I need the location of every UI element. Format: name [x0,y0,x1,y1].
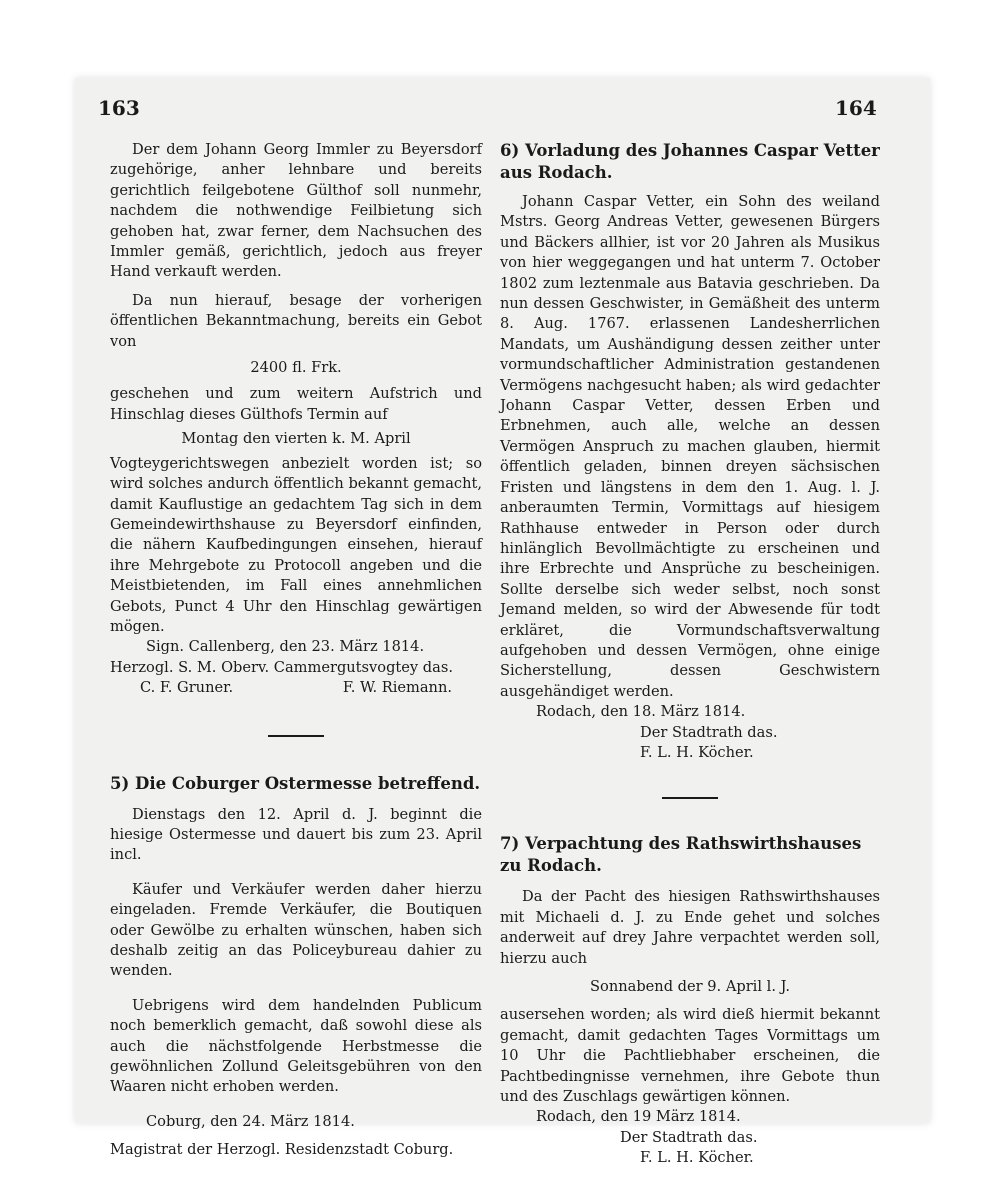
signature-place-date: Sign. Callenberg, den 23. März 1814. [146,638,425,656]
signature-office: Der Stadtrath das. [620,1128,758,1146]
notice-paragraph: Da nun hierauf, besage der vorherigen öffentlichen Bekanntmachung, bereits ein Gebot von [110,291,482,350]
signature-office: Herzogl. S. M. Oberv. Cammergutsvogtey das. [110,658,453,676]
signature-name: C. F. Gruner. [140,679,234,697]
section-heading: 7) Verpachtung des Rathswirthshauses zu Rodach. [500,834,862,876]
page-number-right: 164 [835,96,877,120]
signature-name: F. W. Riemann. [342,679,452,697]
signature-name: F. L. H. Köcher. [640,743,754,761]
notice-paragraph: geschehen und zum weitern Aufstrich und Hinschlag dieses Gülthofs Termin auf [110,385,482,423]
signature-name: F. L. H. Köcher. [640,1149,754,1167]
notice-paragraph: Da der Pacht des hiesigen Rathswirthshauses mit Michaeli d. J. zu Ende gehet und solches anderweit auf drey Jahre verpachtet werden soll, hierzu auch [500,888,880,967]
notice-paragraph: Johann Caspar Vetter, ein Sohn des weiland Mstrs. Georg Andreas Vetter, gewesenen Bürgers und Bäckers allhier, ist vor 20 Jahren als Musikus von hier weggegangen und hat unterm 7. October 1802 zum leztenmale aus Batavia geschrieben. Da nun dessen Geschwister, in Gemäßheit des unterm 8. Aug. 1767. erlassenen Landesherrlichen Mandats, um Aushändigung dessen zeither unter vormundschaftlicher Administration gestandenen Vermögens nachgesucht haben; als wird gedachter Johann Caspar Vetter, dessen Erben und Erbnehmen, auch alle, welche an dessen Vermögen Anspruch zu machen glauben, hiermit öffentlich geladen, binnen dreyen sächsischen Fristen und längstens in dem den 1. Aug. l. J. anberaumten Termin, Vormittags auf hiesigem Rathhause entweder in Person oder durch hinlänglich Bevollmächtigte zu erscheinen und ihre Erbrechte und Ansprüche zu bescheinigen. Sollte derselbe sich weder selbst, noch sonst Jemand melden, so wird der Abwesende für todt erkläret, die Vormundschaftsverwaltung aufgehoben und dessen Vermögen, ohne einige Sicherstellung, dessen Geschwistern ausgehändiget werden. [500,193,880,700]
signature-place-date: Rodach, den 18. März 1814. [536,703,746,721]
signature-office: Magistrat der Herzogl. Residenzstadt Coburg. [110,1141,454,1159]
auction-date: Montag den vierten k. M. April [181,430,411,448]
notice-paragraph: Dienstags den 12. April d. J. beginnt die hiesige Ostermesse und dauert bis zum 23. April incl. [110,805,482,864]
section-heading: 6) Vorladung des Johannes Caspar Vetter aus Rodach. [500,141,880,182]
notice-paragraph: Uebrigens wird dem handelnden Publicum noch bemerklich gemacht, daß sowohl diese als auch die nächstfolgende Herbstmesse die gewöhnlichen Zollund Geleitsgebühren von den Waaren nicht erhoben werden. [110,996,482,1096]
section-heading: 5) Die Coburger Ostermesse betreffend. [110,773,481,793]
signature-place-date: Coburg, den 24. März 1814. [146,1112,355,1130]
signature-names [110,678,482,698]
left-column [110,140,482,1161]
signature-office: Der Stadtrath das. [640,723,778,741]
bid-amount: 2400 fl. Frk. [250,359,342,377]
notice-paragraph: Käufer und Verkäufer werden daher hierzu eingeladen. Fremde Verkäufer, die Boutiquen oder Gewölbe zu erhalten wünschen, haben sich deshalb zeitig an das Policeybureau dahier zu wenden. [110,880,482,980]
notice-paragraph: Vogteygerichtswegen anbezielt worden ist; so wird solches andurch öffentlich bekannt gemacht, damit Kauflustige an gedachtem Tag sich in dem Gemeindewirthshause zu Beyersdorf einfinden, die nähern Kaufbedingungen einsehen, hierauf ihre Mehrgebote zu Protocoll angeben und die Meistbietenden, im Fall eines annehmlichen Gebots, Punct 4 Uhr den Hinschlag gewärtigen mögen. [110,454,482,635]
right-column [500,140,880,1169]
notice-paragraph: Der dem Johann Georg Immler zu Beyersdorf zugehörige, anher lehnbare und bereits gerichtlich feilgebotene Gülthof soll nunmehr, nachdem die nothwendige Feilbietung sich gehoben hat, zwar ferner, dem Nachsuchen des Immler gemäß, gerichtlich, jedoch aus freyer Hand verkauft werden. [110,141,482,281]
notice-paragraph: ausersehen worden; als wird dieß hiermit bekannt gemacht, damit gedachten Tages Vormittags um 10 Uhr die Pachtliebhaber erscheinen, die Pachtbedingnisse vernehmen, ihre Gebote thun und des Zuschlags gewärtigen können. [500,1006,880,1106]
lease-date: Sonnabend der 9. April l. J. [590,978,790,995]
signature-place-date: Rodach, den 19 März 1814. [536,1108,741,1126]
page-number-left: 163 [98,96,140,120]
